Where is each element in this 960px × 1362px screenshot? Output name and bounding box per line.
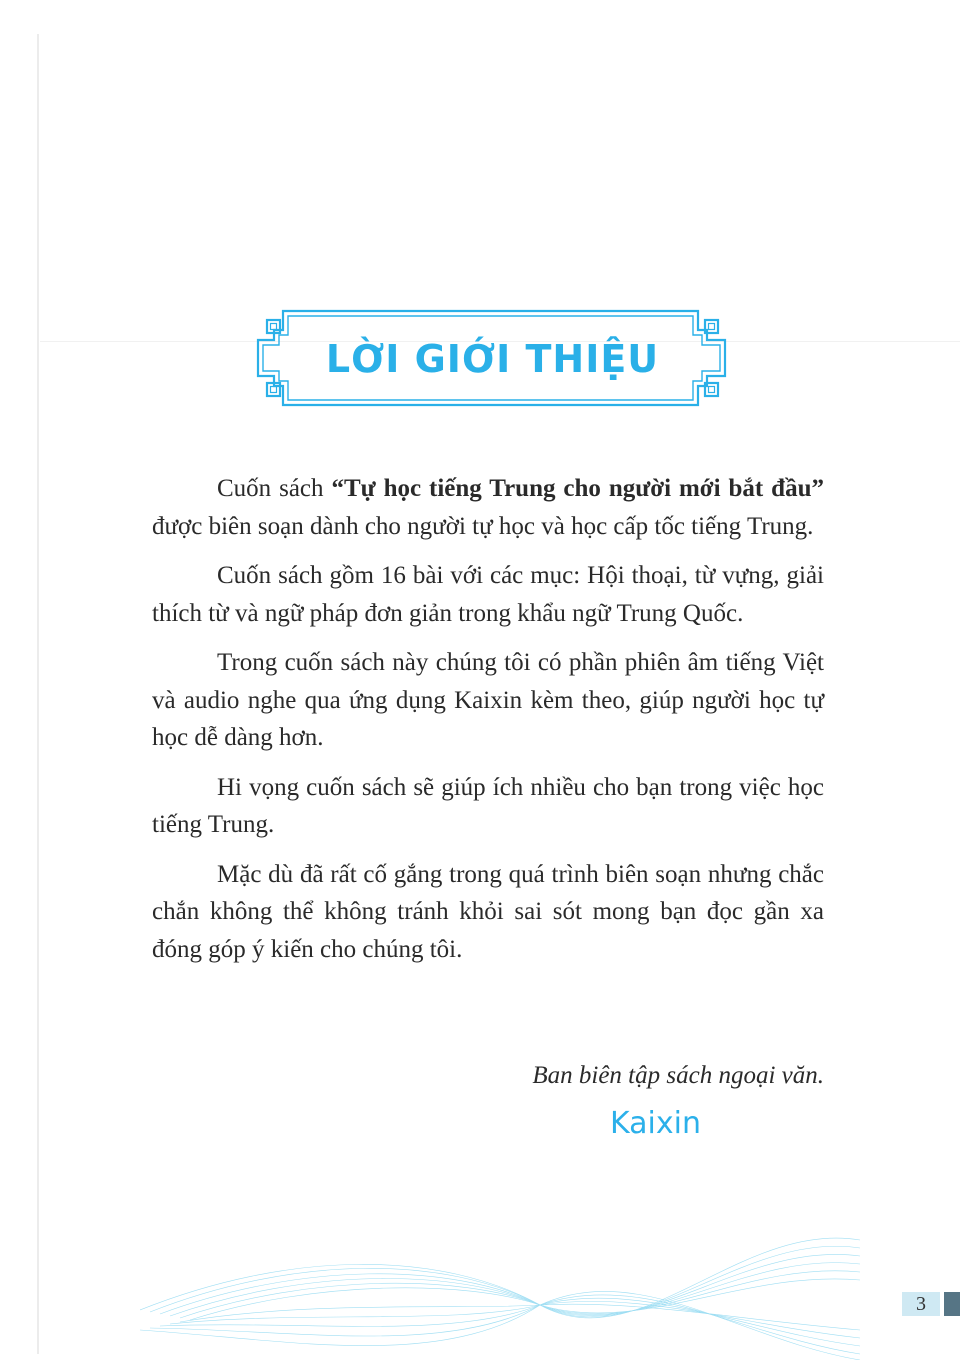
paragraph-3: Trong cuốn sách này chúng tôi có phần phiên âm tiếng Việt và audio nghe qua ứng dụng Kaixin kèm theo, giúp người học tự học dễ dàng hơn. — [152, 649, 824, 751]
page-number: 3 — [902, 1292, 940, 1316]
gutter-line — [37, 34, 39, 1354]
signature: Ban biên tập sách ngoại văn. — [532, 1062, 824, 1089]
page-edge-tab — [944, 1292, 960, 1316]
paragraph-2: Cuốn sách gồm 16 bài với các mục: Hội thoại, từ vựng, giải thích từ và ngữ pháp đơn giản trong khẩu ngữ Trung Quốc. — [152, 562, 824, 627]
paragraph-5: Mặc dù đã rất cố gắng trong quá trình biên soạn nhưng chắc chắn không thể không tránh khỏi sai sót mong bạn đọc gần xa đóng góp ý kiến cho chúng tôi. — [152, 860, 824, 963]
decorative-wave-icon — [140, 1210, 900, 1360]
book-title-bold: “Tự học tiếng Trung cho người mới bắt đầu” — [331, 475, 824, 502]
title-frame — [255, 308, 730, 408]
page-title: LỜI GIỚI THIỆU — [325, 337, 660, 381]
paragraph-1-prefix: Cuốn sách — [217, 475, 332, 502]
introduction-body — [152, 470, 824, 980]
paragraph-1-suffix: được biên soạn dành cho người tự học và học cấp tốc tiếng Trung. — [152, 512, 814, 540]
kaixin-logo: Kaixin — [610, 1106, 701, 1141]
paragraph-4: Hi vọng cuốn sách sẽ giúp ích nhiều cho bạn trong việc học tiếng Trung. — [152, 773, 824, 838]
paragraph-1 — [152, 470, 824, 545]
